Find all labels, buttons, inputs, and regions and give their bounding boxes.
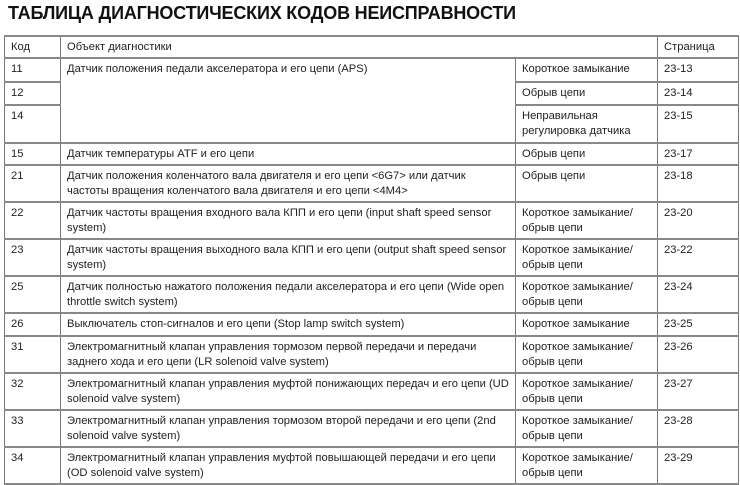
diagnostic-codes-table — [4, 35, 739, 485]
fault-cell: Короткое замыкание/ обрыв цепи — [516, 202, 658, 239]
table-row — [5, 202, 739, 239]
object-cell: Датчик полностью нажатого положения педали акселератора и его цепи (Wide open throttle switch system) — [61, 276, 516, 313]
object-cell: Датчик положения коленчатого вала двигателя и его цепи <6G7> или датчик частоты вращения коленчатого вала двигателя и его цепи <4M4> — [61, 165, 516, 202]
header-object: Объект диагностики — [61, 36, 658, 58]
fault-cell: Обрыв цепи — [516, 143, 658, 165]
object-cell: Датчик температуры ATF и его цепи — [61, 143, 516, 165]
code-cell: 22 — [5, 202, 61, 239]
fault-cell: Короткое замыкание — [516, 313, 658, 336]
header-code: Код — [5, 36, 61, 58]
table-row — [5, 276, 739, 313]
fault-cell: Короткое замыкание/ обрыв цепи — [516, 336, 658, 373]
page-title: ТАБЛИЦА ДИАГНОСТИЧЕСКИХ КОДОВ НЕИСПРАВНОСТИ — [8, 3, 516, 23]
object-cell: Датчик частоты вращения выходного вала КПП и его цепи (output shaft speed sensor system) — [61, 239, 516, 276]
page-cell: 23-29 — [658, 447, 739, 484]
table-row — [5, 336, 739, 373]
table-row — [5, 313, 739, 336]
page-cell: 23-15 — [658, 105, 739, 143]
page-cell: 23-20 — [658, 202, 739, 239]
object-cell: Электромагнитный клапан управления тормозом первой передачи и передачи заднего хода и его цепи (LR solenoid valve system) — [61, 336, 516, 373]
object-cell: Датчик положения педали акселератора и его цепи (APS) — [61, 58, 516, 143]
code-cell: 34 — [5, 447, 61, 484]
page-cell: 23-14 — [658, 82, 739, 105]
table-row — [5, 447, 739, 484]
page-cell: 23-13 — [658, 58, 739, 82]
code-cell: 15 — [5, 143, 61, 165]
code-cell: 26 — [5, 313, 61, 336]
code-cell: 21 — [5, 165, 61, 202]
page-cell: 23-18 — [658, 165, 739, 202]
fault-cell: Неправильная регулировка датчика — [516, 105, 658, 143]
fault-cell: Короткое замыкание/ обрыв цепи — [516, 239, 658, 276]
table-row — [5, 143, 739, 165]
table-row — [5, 58, 739, 82]
fault-cell: Обрыв цепи — [516, 165, 658, 202]
code-cell: 25 — [5, 276, 61, 313]
code-cell: 31 — [5, 336, 61, 373]
table-header-row — [5, 36, 739, 58]
page-cell: 23-26 — [658, 336, 739, 373]
page-cell: 23-17 — [658, 143, 739, 165]
table-row — [5, 373, 739, 410]
page-cell: 23-25 — [658, 313, 739, 336]
fault-cell: Короткое замыкание — [516, 58, 658, 82]
table-row — [5, 410, 739, 447]
table-row — [5, 239, 739, 276]
code-cell: 32 — [5, 373, 61, 410]
fault-cell: Короткое замыкание/ обрыв цепи — [516, 373, 658, 410]
code-cell: 33 — [5, 410, 61, 447]
fault-cell: Короткое замыкание/ обрыв цепи — [516, 447, 658, 484]
code-cell: 14 — [5, 105, 61, 143]
object-cell: Выключатель стоп-сигналов и его цепи (Stop lamp switch system) — [61, 313, 516, 336]
code-cell: 12 — [5, 82, 61, 105]
fault-cell: Обрыв цепи — [516, 82, 658, 105]
page-cell: 23-27 — [658, 373, 739, 410]
object-cell: Электромагнитный клапан управления тормозом второй передачи и его цепи (2nd solenoid valve system) — [61, 410, 516, 447]
object-cell: Электромагнитный клапан управления муфтой понижающих передач и его цепи (UD solenoid valve system) — [61, 373, 516, 410]
fault-cell: Короткое замыкание/ обрыв цепи — [516, 410, 658, 447]
object-cell: Электромагнитный клапан управления муфтой повышающей передачи и его цепи (OD solenoid valve system) — [61, 447, 516, 484]
object-cell: Датчик частоты вращения входного вала КПП и его цепи (input shaft speed sensor system) — [61, 202, 516, 239]
page-cell: 23-24 — [658, 276, 739, 313]
code-cell: 23 — [5, 239, 61, 276]
page-cell: 23-22 — [658, 239, 739, 276]
header-page: Страница — [658, 36, 739, 58]
page-cell: 23-28 — [658, 410, 739, 447]
code-cell: 11 — [5, 58, 61, 82]
table-row — [5, 165, 739, 202]
fault-cell: Короткое замыкание/ обрыв цепи — [516, 276, 658, 313]
